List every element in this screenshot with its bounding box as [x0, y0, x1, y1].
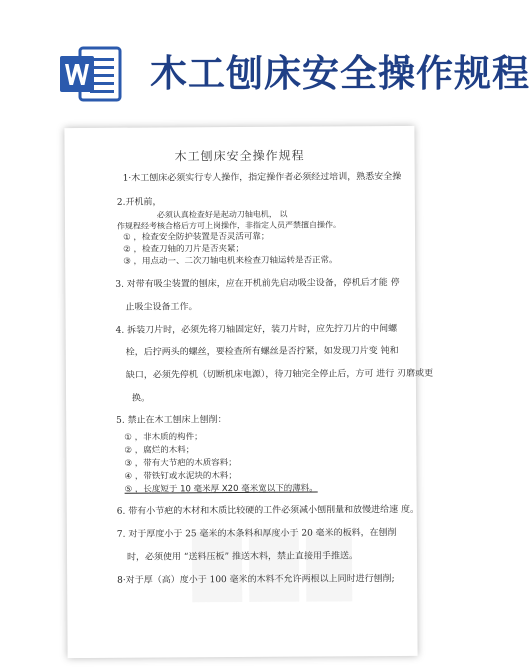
doc-line-4: 作规程经考核合格后方可上岗操作，非指定人员严禁擅自操作。 — [116, 220, 342, 231]
doc-line-13: 换。 — [132, 393, 151, 404]
document-title: 木工刨床安全操作规程 — [174, 148, 305, 164]
doc-line-6: ② ，检查刀轴的刀片是否夹紧； — [123, 243, 244, 255]
doc-line-11: 栓，后拧两头的螺丝，要检查所有螺丝是否拧紧，如发现刀片变 钝和 — [125, 346, 399, 358]
doc-line-10: 4. 拆装刀片时，必须先将刀轴固定好，装刀片时，应先拧刀片的中间螺 — [115, 324, 398, 336]
doc-line-15: ① ，非木质的构件； — [124, 432, 203, 443]
doc-line-19: ⑤ ，长度短于 10 毫米厚 X20 毫米宽以下的薄料。 — [124, 483, 318, 495]
doc-line-12: 缺口，必须先停机（切断机床电源），待刀轴完全停止后，方可 进行 刃磨或更 — [125, 368, 434, 381]
doc-line-8: 3. 对带有吸尘装置的刨床，应在开机前先启动吸尘设备，停机后才能 停 — [115, 278, 400, 290]
doc-line-22: 时，必须使用 “送料压板” 推送木料，禁止直接用手推送。 — [126, 551, 358, 563]
doc-line-16: ② ，腐烂的木料； — [124, 445, 195, 456]
doc-line-21: 7. 对于厚度小于 25 毫米的木条料和厚度小于 20 毫米的板料，在刨削 — [116, 528, 397, 540]
header-banner — [0, 0, 530, 120]
doc-line-5: ① ，检查安全防护装置是否灵活可靠； — [123, 231, 270, 243]
banner-title: 木工刨床安全操作规程 — [150, 52, 530, 95]
doc-line-17: ③ ，带有大节疤的木质容料； — [124, 458, 237, 469]
doc-line-9: 止吸尘设备工作。 — [125, 302, 198, 313]
doc-line-3: 必须认真检查好是起动刀轴电机， 以 — [156, 209, 288, 220]
doc-line-14: 5. 禁止在木工刨床上刨削： — [116, 415, 227, 426]
doc-line-1: 1·木工刨床必须实行专人操作，指定操作者必须经过培训，熟悉安全操 — [122, 172, 402, 184]
doc-line-7: ③ ，用点动一、二次刀轴电机来检查刀轴运转是否正常。 — [123, 255, 338, 267]
word-doc-icon — [58, 44, 122, 104]
doc-line-20: 6. 带有小节疤的木材和木质比较硬的工件必须减小刨削量和放慢进给速 度。 — [116, 504, 420, 517]
document-page — [64, 126, 434, 658]
doc-line-18: ④ ，带铁钉或水泥块的木料； — [124, 471, 237, 482]
doc-line-23: 8·对于厚（高）度小于 100 毫米的木料不允许两根以上同时进行刨削; — [117, 574, 395, 586]
doc-line-2: 2.开机前， — [116, 197, 162, 208]
